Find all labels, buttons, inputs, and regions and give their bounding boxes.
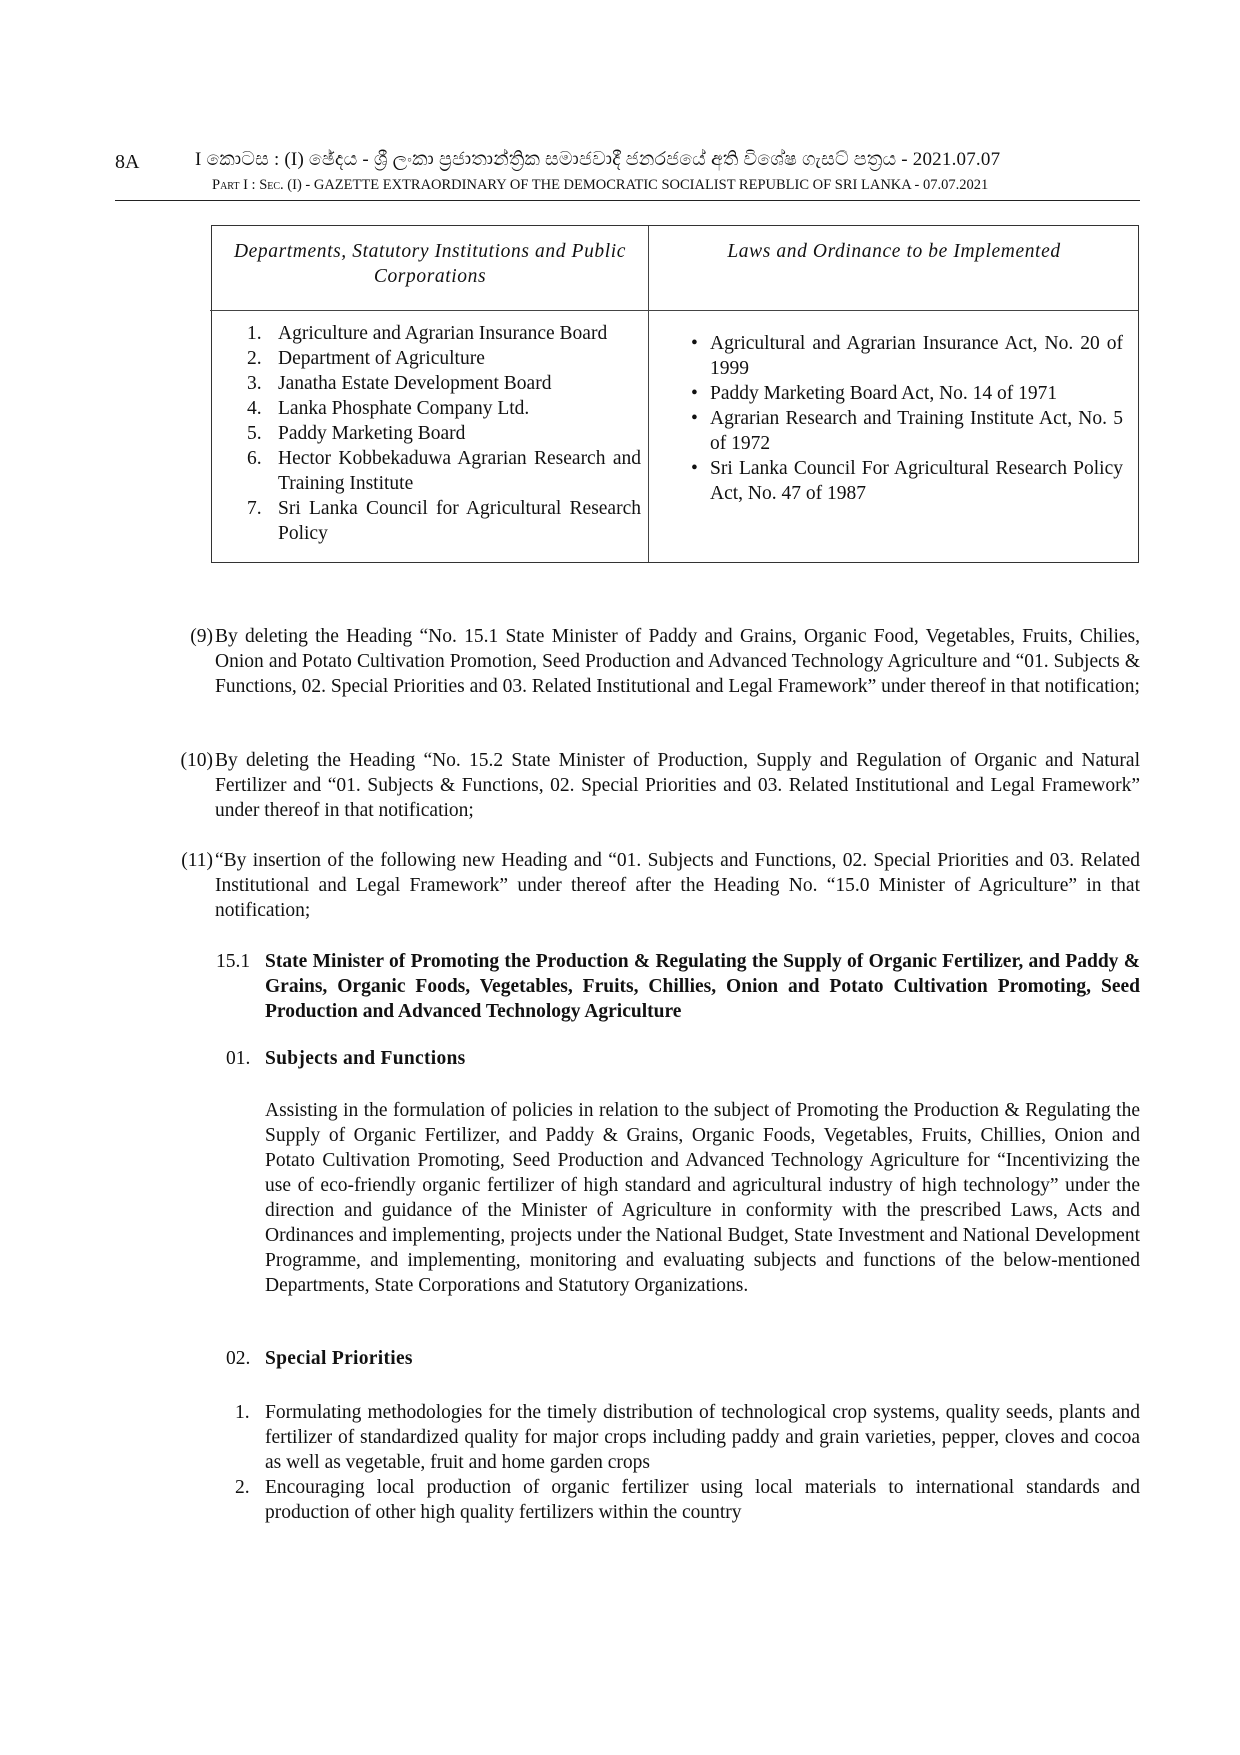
header-row-divider [210,310,1138,311]
clause-9 [165,624,1140,699]
section-title: State Minister of Promoting the Production & Regulating the Supply of Organic Fertilizer, and Paddy & Grains, Organic Foods, Vegetables, Fruits, Chillies, Onion and Potato Cultivation Promoting, Seed Production and Advanced Technology Agriculture [265,951,1140,1022]
priorities-title: Special Priorities [265,1348,413,1369]
item-number: 6. [247,448,262,469]
subjects-number: 01. [226,1048,251,1069]
item-text: Encouraging local production of organic fertilizer using local materials to international standards and production of other high quality fertilizers within the country [265,1477,1140,1523]
clause-text: By deleting the Heading “No. 15.1 State Minister of Paddy and Grains, Organic Food, Vegetables, Fruits, Chilies, Onion and Potato Cultivation Promotion, Seed Production and Advanced Technology Agriculture and “01. Subjects & Functions, 02. Special Priorities and 03. Related Institutional and Legal Framework” under thereof in that notification; [215,626,1140,697]
table-header-laws: Laws and Ordinance to be Implemented [727,241,1061,262]
institution-item [247,446,641,496]
item-text: Formulating methodologies for the timely distribution of technological crop systems, quality seeds, plants and fertilizer of standardized quality for major crops including paddy and grain varieties, pepper, cloves and cocoa as well as vegetable, fruit and home garden crops [265,1402,1140,1473]
item-number: 2. [247,348,262,369]
item-number: 4. [247,398,262,419]
subjects-body: Assisting in the formulation of policies in relation to the subject of Promoting the Production & Regulating the Supply of Organic Fertilizer, and Paddy & Grains, Organic Foods, Vegetables, Fruits, Chillies, Onion and Potato Cultivation Promoting, Seed Production and Advanced Technology Agriculture for “Incentivizing the use of eco-friendly organic fertilizer of high standard and agricultural industry of high technology” under the direction and guidance of the Minister of Agriculture in conformity with the prescribed Laws, Acts and Ordinances and implementing, projects under the National Budget, State Investment and National Development Programme, and implementing, monitoring and evaluating subjects and functions of the below-mentioned Departments, State Corporations and Statutory Organizations. [265,1100,1140,1296]
clause-number: (10) [180,750,213,771]
item-text: Agriculture and Agrarian Insurance Board [278,323,608,344]
law-item [691,456,1123,506]
item-text: Sri Lanka Council for Agricultural Research Policy [278,498,641,544]
item-text: Hector Kobbekaduwa Agrarian Research and Training Institute [278,448,641,494]
law-item [691,406,1123,456]
clause-10 [165,748,1140,823]
item-text: Agricultural and Agrarian Insurance Act, No. 20 of 1999 [710,333,1123,379]
bullet-icon: • [691,333,698,354]
subjects-title: Subjects and Functions [265,1048,466,1069]
item-text: Janatha Estate Development Board [278,373,552,394]
clause-11 [165,848,1140,923]
bullet-icon: • [691,383,698,404]
item-number: 1. [235,1402,250,1423]
table-header-institutions: Departments, Statutory Institutions and Public Corporations [233,241,627,287]
item-text: Department of Agriculture [278,348,485,369]
institutions-list [247,321,641,546]
section-heading [210,949,1140,1024]
clause-text: By deleting the Heading “No. 15.2 State Minister of Production, Supply and Regulation of Organic and Natural Fertilizer and “01. Subjects & Functions, 02. Special Priorities and 03. Related Institutional and Legal Framework” under thereof in that notification; [215,750,1140,821]
column-divider [648,226,649,562]
item-text: Paddy Marketing Board [278,423,466,444]
institution-item [247,371,641,396]
item-text: Lanka Phosphate Company Ltd. [278,398,530,419]
institution-item [247,496,641,546]
institution-item [247,421,641,446]
item-number: 5. [247,423,262,444]
bullet-icon: • [691,458,698,479]
item-text: Paddy Marketing Board Act, No. 14 of 1971 [710,383,1058,404]
page-number: 8A [115,151,140,173]
priorities-heading [226,1348,413,1370]
law-item [691,381,1123,406]
item-text: Agrarian Research and Training Institute Act, No. 5 of 1972 [710,408,1123,454]
priority-item [235,1475,1140,1525]
gazette-title-sinhala: I කොටස : (I) ඡේදය - ශ්‍රී ලංකා ප්‍රජාතාන්ත්‍රික සමාජවාදී ජනරජයේ අති විශේෂ ගැසට් පත්‍රය - 2021.07.07 [195,149,1001,170]
item-number: 7. [247,498,262,519]
priorities-number: 02. [226,1348,251,1369]
clause-number: (9) [190,626,213,647]
section-number: 15.1 [216,951,251,972]
bullet-icon: • [691,408,698,429]
clause-text: “By insertion of the following new Heading and “01. Subjects and Functions, 02. Special Priorities and 03. Related Institutional and Legal Framework” under thereof after the Heading No. “15.0 Minister of Agriculture” in that notification; [215,850,1140,921]
item-number: 3. [247,373,262,394]
header-rule [115,200,1140,201]
gazette-title-english: Part I : Sec. (I) - GAZETTE EXTRAORDINARY OF THE DEMOCRATIC SOCIALIST REPUBLIC OF SRI LANKA - 07.07.2021 [212,177,989,193]
institutions-laws-table [211,225,1139,563]
item-number: 1. [247,323,262,344]
institution-item [247,321,641,346]
subjects-heading [226,1048,466,1070]
law-item [691,331,1123,381]
item-number: 2. [235,1477,250,1498]
priority-item [235,1400,1140,1475]
institution-item [247,396,641,421]
clause-number: (11) [181,850,213,871]
laws-list [691,331,1123,506]
item-text: Sri Lanka Council For Agricultural Research Policy Act, No. 47 of 1987 [710,458,1123,504]
priorities-list [235,1400,1140,1525]
institution-item [247,346,641,371]
